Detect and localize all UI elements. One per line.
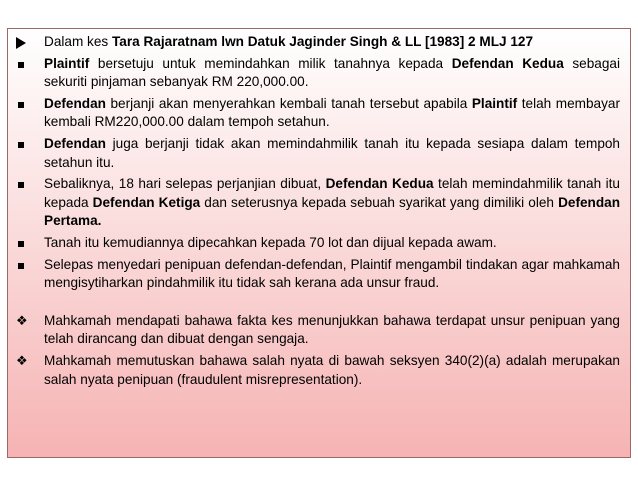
case-facts-list [16, 33, 620, 293]
bold-term: Tara Rajaratnam lwn Datuk Jaginder Singh & LL [1983] 2 MLJ 127 [112, 34, 534, 49]
bullets-text [44, 136, 620, 170]
text-run: dan seterusnya kepada sebuah syarikat yang dimiliki oleh [200, 194, 559, 210]
court-findings-list [16, 312, 620, 389]
text-run: Mahkamah memutuskan bahawa salah nyata di bawah seksyen 340(2)(a) adalah merupakan salah nyata penipuan (fraudulent misrepresentation). [44, 352, 620, 387]
text-run: Dalam kes [44, 34, 112, 49]
bullets-text [44, 56, 620, 90]
bullets-text [44, 96, 620, 130]
bullets-item [16, 256, 620, 293]
bullets-item [16, 234, 620, 253]
bold-term: Defendan [44, 135, 106, 151]
bullets-item [16, 175, 620, 231]
bold-term: Defendan Kedua [451, 55, 564, 71]
bullets-text [44, 257, 620, 291]
square-bullet-icon [16, 55, 36, 74]
bullets-text [44, 34, 533, 49]
findings-item [16, 352, 620, 389]
text-run: juga berjanji tidak akan memindahmilik tanah itu kepada sesiapa dalam tempoh setahun itu. [44, 135, 620, 170]
text-run: telah memindahmilik tanah itu kepada [44, 176, 620, 210]
text-run: sebagai sekuriti pinjaman sebanyak RM 220,000.00. [44, 55, 621, 90]
text-run: berjanji akan menyerahkan kembali tanah tersebut apabila [105, 95, 472, 111]
text-run: bersetuju untuk memindahkan milik tanahnya kepada [89, 55, 452, 71]
text-run: Mahkamah mendapati bahawa fakta kes menunjukkan bahawa terdapat unsur penipuan yang telah dirancang dan dibuat dengan sengaja. [44, 312, 620, 347]
bold-term: Defendan [44, 95, 106, 111]
square-bullet-icon [16, 95, 36, 114]
findings-text [44, 353, 620, 387]
text-run: Sebaliknya, 18 hari selepas perjanjian dibuat, [44, 176, 326, 192]
bold-term: Defendan Pertama. [44, 194, 620, 229]
section-gap [16, 296, 620, 312]
square-bullet-icon [16, 256, 36, 275]
text-run: telah membayar kembali RM220,000.00 dalam tempoh setahun. [44, 95, 620, 130]
diamond-bullet-icon: ❖ [16, 352, 28, 368]
bullets-item [16, 55, 620, 92]
slide-content-box [7, 28, 631, 458]
findings-text [44, 313, 620, 347]
square-bullet-icon [16, 175, 36, 194]
square-bullet-icon [16, 234, 36, 253]
square-bullet-icon [16, 135, 36, 154]
text-run: Tanah itu kemudiannya dipecahkan kepada 70 lot dan dijual kepada awam. [44, 234, 497, 250]
bold-term: Defendan Kedua [325, 176, 434, 192]
findings-item [16, 312, 620, 349]
diamond-bullet-icon: ❖ [16, 312, 28, 328]
bold-term: Plaintif [471, 95, 518, 111]
bullets-text [44, 235, 497, 250]
bold-term: Defendan Ketiga [92, 194, 201, 210]
bullets-text [44, 176, 620, 228]
bullets-item [16, 135, 620, 172]
bullets-item [16, 95, 620, 132]
bullets-item [16, 33, 620, 52]
bold-term: Plaintif [44, 55, 90, 71]
text-run: Selepas menyedari penipuan defendan-defendan, Plaintif mengambil tindakan agar mahkamah mengisytiharkan pindahmilik itu tidak sah kerana ada unsur fraud. [44, 256, 620, 291]
arrow-bullet-icon [16, 33, 36, 55]
